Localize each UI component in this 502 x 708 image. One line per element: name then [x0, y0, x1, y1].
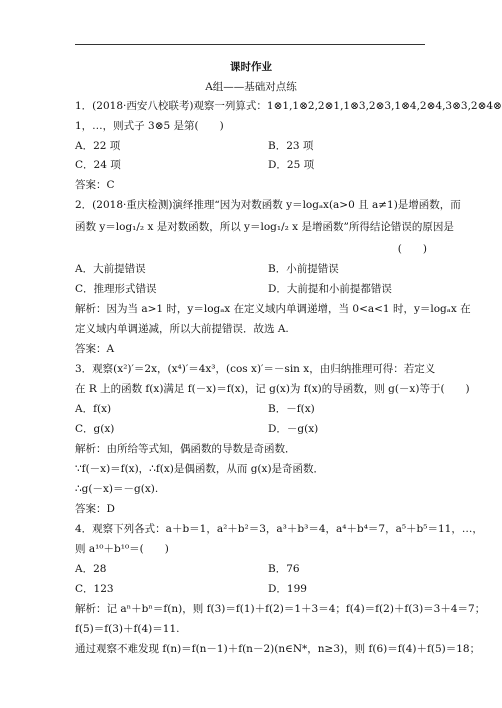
q4-line-2: 则 a¹⁰＋b¹⁰＝( ) — [75, 543, 169, 555]
page-title: 课时作业 — [230, 61, 272, 73]
q3-option-d: D．－g(x) — [268, 423, 319, 435]
q4-option-d: D．199 — [268, 583, 307, 595]
q1-option-d: D．25 项 — [268, 159, 315, 171]
q2-option-a: A．大前提错误 — [75, 263, 146, 275]
q2-option-c: C．推理形式错误 — [75, 283, 157, 295]
q4-solution-line-2: f(5)＝f(3)＋f(4)＝11. — [75, 623, 180, 635]
q2-option-d: D．大前提和小前提都错误 — [268, 283, 392, 295]
q3-option-c: C．g(x) — [75, 423, 115, 435]
q2-line-2: 函数 y＝log₁/₂ x 是对数函数，所以 y＝log₁/₂ x 是增函数”所得结论错误的原因是 — [75, 221, 454, 233]
q3-solution-line-1: 解析：由所给等式知，偶函数的导数是奇函数． — [75, 443, 296, 455]
q3-line-1: 3．观察(x²)′＝2x，(x⁴)′＝4x³，(cos x)′＝－sin x，由归纳推理可得：若定义 — [75, 363, 436, 375]
section-subtitle: A组——基础对点练 — [205, 81, 297, 93]
q4-solution-line-3: 通过观察不难发现 f(n)＝f(n－1)＋f(n－2)(n∈N*，n≥3)，则 f(6)＝f(4)＋f(5)＝18； — [75, 643, 481, 655]
top-rule — [75, 44, 425, 45]
q4-option-c: C．123 — [75, 583, 114, 595]
q4-option-a: A．28 — [75, 563, 107, 575]
q1-line-1: 1．(2018·西安八校联考)观察一列算式：1⊗1,1⊗2,2⊗1,1⊗3,2⊗3,1⊗4,2⊗4,3⊗3,2⊗4⊗ — [75, 100, 502, 112]
q3-line-2: 在 R 上的函数 f(x)满足 f(－x)＝f(x)，记 g(x)为 f(x)的导函数，则 g(－x)等于( ) — [75, 383, 470, 395]
q1-option-a: A．22 项 — [75, 140, 121, 152]
q2-line-1: 2．(2018·重庆检测)演绎推理“因为对数函数 y＝logₐx(a>0 且 a≠1)是增函数，而 — [75, 199, 461, 211]
q2-solution-line-2: 定义域内单调递减，所以大前提错误．故选 A. — [75, 323, 289, 335]
q1-option-c: C．24 项 — [75, 159, 121, 171]
q3-solution-line-2: ∵f(－x)＝f(x)，∴f(x)是偶函数，从而 g(x)是奇函数． — [75, 463, 325, 475]
q2-option-b: B．小前提错误 — [268, 263, 339, 275]
q3-solution-line-3: ∴g(－x)＝－g(x). — [75, 483, 159, 495]
q4-line-1: 4．观察下列各式：a＋b＝1，a²＋b²＝3，a³＋b³＝4，a⁴＋b⁴＝7，a⁵＋b⁵＝11，…， — [75, 523, 483, 535]
q1-option-b: B．23 项 — [268, 140, 314, 152]
q3-option-b: B．－f(x) — [268, 403, 315, 415]
q2-answer-paren: ( ) — [397, 243, 427, 255]
q4-option-b: B．76 — [268, 563, 300, 575]
q1-line-2: 1，…，则式子 3⊗5 是第( ) — [75, 120, 224, 132]
q2-solution-line-1: 解析：因为当 a>1 时，y＝logₐx 在定义域内单调递增，当 0<a<1 时，y＝logₐx 在 — [75, 303, 471, 315]
q2-answer: 答案：A — [75, 343, 115, 355]
q1-answer: 答案：C — [75, 179, 115, 191]
q4-solution-line-1: 解析：记 aⁿ＋bⁿ＝f(n)，则 f(3)＝f(1)＋f(2)＝1＋3＝4；f(4)＝f(2)＋f(3)＝3＋4＝7； — [75, 603, 486, 615]
q3-answer: 答案：D — [75, 503, 115, 515]
q3-option-a: A．f(x) — [75, 403, 112, 415]
